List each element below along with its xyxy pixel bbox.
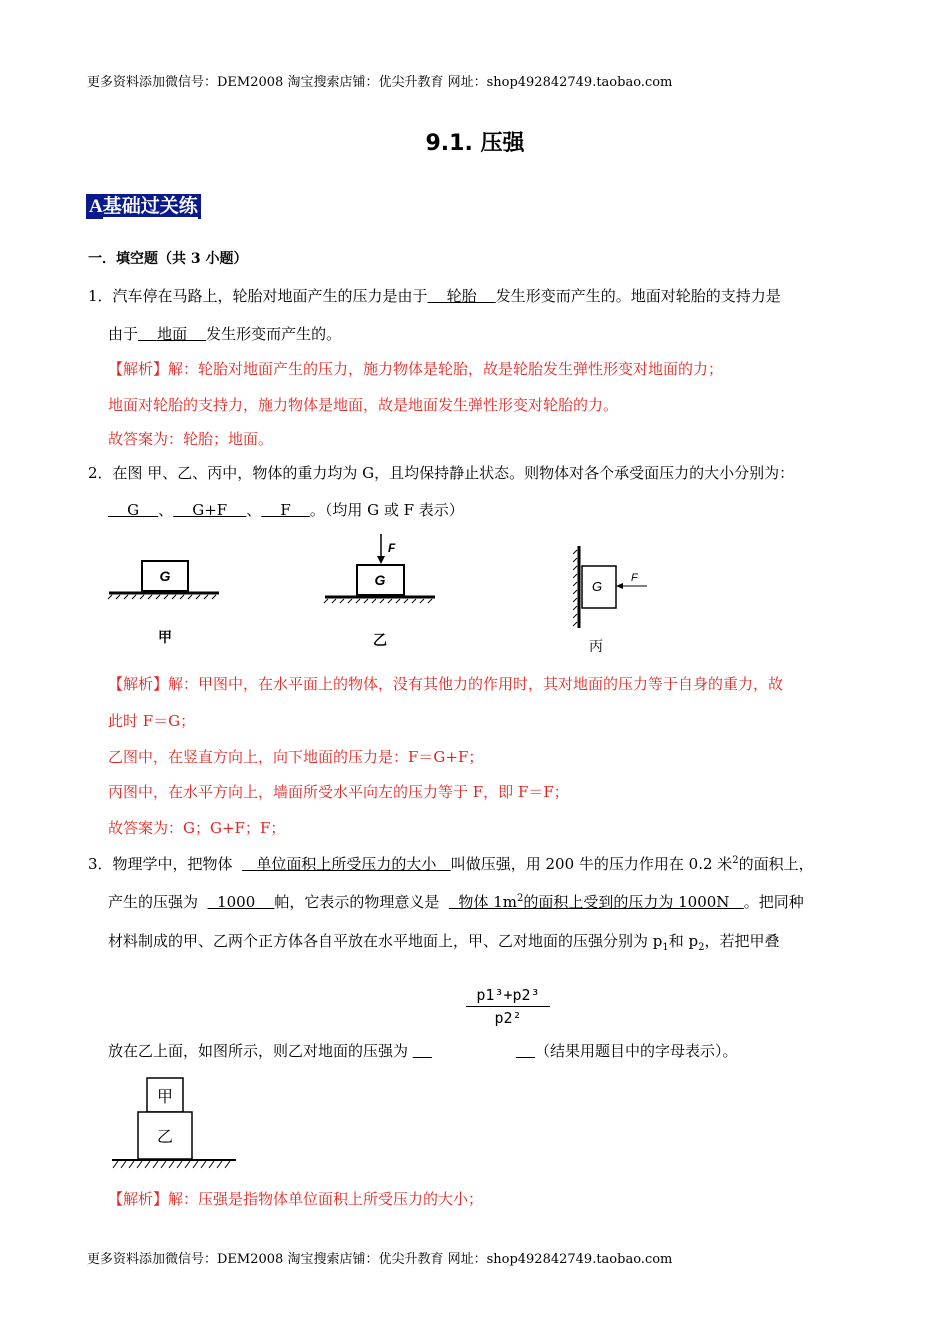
q1-line1: 1．汽车停在马路上，轮胎对地面产生的压力是由于 轮胎 发生形变而产生的。地面对轮胎的支持力是 xyxy=(88,287,781,305)
q3-answer1: 单位面积上所受压力的大小 xyxy=(242,855,451,873)
q1-explanation2: 地面对轮胎的支持力，施力物体是地面，故是地面发生弹性形变对轮胎的力。 xyxy=(108,396,619,414)
q3-line4: 放在乙上面，如图所示，则乙对地面的压强为 （结果用题目中的字母表示）。 xyxy=(108,1042,738,1060)
figure-yi xyxy=(322,532,438,606)
q2-explanation1: 【解析】解：甲图中，在水平面上的物体，没有其他力的作用时，其对地面的压力等于自身的重力，故 xyxy=(108,675,784,693)
q3-explanation1: 【解析】解：压强是指物体单位面积上所受压力的大小； xyxy=(108,1190,484,1208)
figure-bing xyxy=(567,544,657,630)
fig-bing-caption: 丙 xyxy=(589,639,603,655)
fraction-numerator: p1³+p2³ xyxy=(466,986,550,1007)
fig-yi-g-label: G xyxy=(374,572,386,588)
figure-jia xyxy=(106,555,222,605)
fig-yi-caption: 乙 xyxy=(373,633,387,649)
banner-prefix: A xyxy=(89,196,103,217)
section-heading: 一．填空题（共 3 小题） xyxy=(88,251,248,267)
q3-line1: 3．物理学中，把物体 单位面积上所受压力的大小 叫做压强，用 200 牛的压力作用在 0.2 米$^2$的面积上， xyxy=(88,855,814,873)
q3-answer2: 1000 xyxy=(207,893,275,911)
q2-line1: 2．在图 甲、乙、丙中，物体的重力均为 G，且均保持静止状态。则物体对各个承受面压力的大小分别为： xyxy=(88,464,795,482)
q2-explanation3: 乙图中，在竖直方向上，向下地面的压力是：F＝G+F； xyxy=(108,748,484,766)
q1-answer2: 地面 xyxy=(138,325,207,343)
q1-explanation3: 故答案为：轮胎；地面。 xyxy=(108,430,274,448)
q2-answer1: G xyxy=(108,501,159,519)
fig-bing-g-label: G xyxy=(591,579,603,594)
q3-line3: 材料制成的甲、乙两个正方体各自平放在水平地面上，甲、乙对地面的压强分别为 $p_1$和 $p_2$，若把甲叠 xyxy=(108,932,780,953)
q2-explanation5: 故答案为：G；G+F；F； xyxy=(108,819,286,837)
q2-answer2: G+F xyxy=(173,501,247,519)
fig-cube-yi-label: 乙 xyxy=(156,1127,174,1146)
section-banner xyxy=(86,194,201,219)
q2-explanation2: 此时 F＝G； xyxy=(108,712,196,730)
q3-line2: 产生的压强为 1000 帕，它表示的物理意义是 物体 $1m^2$的面积上受到的压力为 1000N 。把同种 xyxy=(108,893,804,911)
q3-answer4-fraction xyxy=(466,986,550,1027)
page-footer: 更多资料添加微信号：DEM2008 淘宝搜索店铺：优尖升教育 网址：shop492842749.taobao.com xyxy=(87,1252,673,1267)
page-header: 更多资料添加微信号：DEM2008 淘宝搜索店铺：优尖升教育 网址：shop492842749.taobao.com xyxy=(87,75,673,90)
q2-answer3: F xyxy=(261,501,310,519)
q2-line2: G 、 G+F 、 F 。（均用 G 或 F 表示） xyxy=(108,501,464,519)
fraction-denominator: p2² xyxy=(494,1009,522,1027)
fig-jia-g-label: G xyxy=(159,568,171,584)
q2-explanation4: 丙图中，在水平方向上，墙面所受水平向左的压力等于 F，即 F＝F； xyxy=(108,783,569,801)
q1-line2: 由于 地面 发生形变而产生的。 xyxy=(108,325,342,343)
q1-explanation1: 【解析】解：轮胎对地面产生的压力，施力物体是轮胎，故是轮胎发生弹性形变对地面的力； xyxy=(108,360,724,378)
fig-cube-jia-label: 甲 xyxy=(156,1087,174,1106)
fig-bing-f-label: F xyxy=(631,572,638,584)
figure-stacked-cubes xyxy=(110,1075,238,1173)
banner-label: 基础过关练 xyxy=(102,195,198,217)
q3-answer3: 物体 $1m^2$的面积上受到的压力为 1000N xyxy=(448,893,744,911)
fig-yi-f-label: F xyxy=(388,541,396,555)
page-title: 9.1. 压强 xyxy=(425,131,525,156)
q1-answer1: 轮胎 xyxy=(427,287,496,305)
fig-jia-caption: 甲 xyxy=(158,630,172,646)
